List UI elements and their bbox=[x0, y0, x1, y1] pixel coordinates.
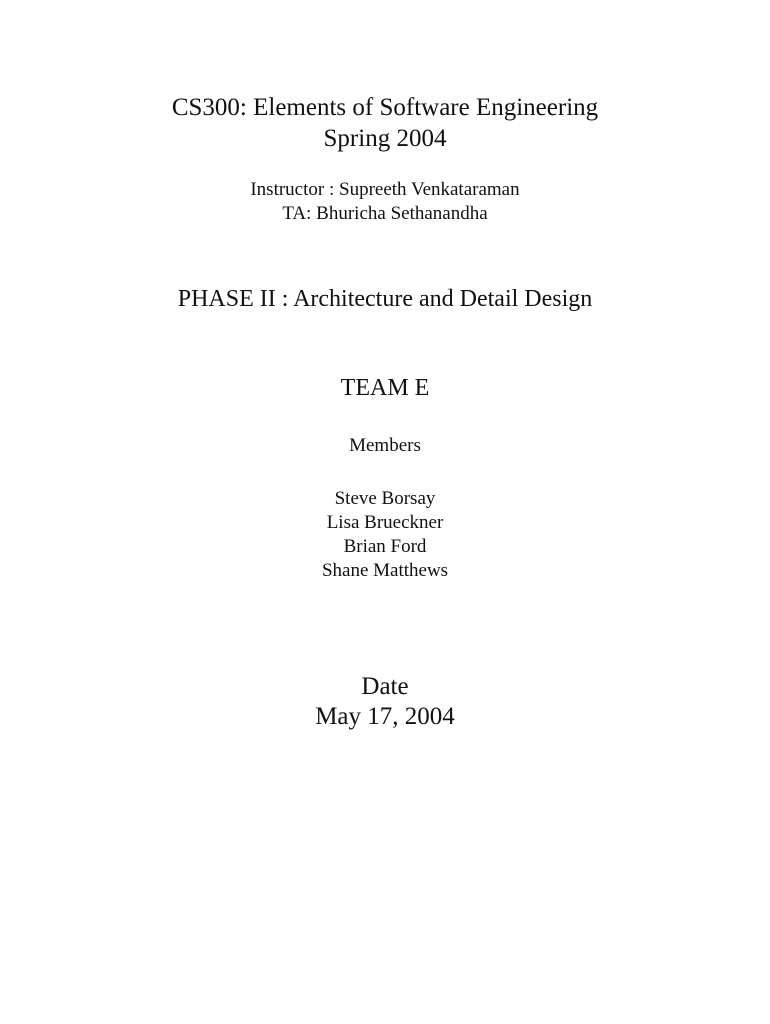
members-heading: Members bbox=[349, 435, 421, 456]
member-name: Brian Ford bbox=[343, 536, 427, 557]
member-name: Shane Matthews bbox=[321, 560, 449, 581]
date-value: May 17, 2004 bbox=[315, 703, 455, 730]
course-term: Spring 2004 bbox=[323, 125, 447, 152]
team-name: TEAM E bbox=[340, 375, 430, 401]
date-label: Date bbox=[361, 673, 409, 700]
course-title: CS300: Elements of Software Engineering bbox=[171, 94, 599, 121]
instructor-line: Instructor : Supreeth Venkataraman bbox=[250, 179, 520, 200]
member-name: Steve Borsay bbox=[334, 488, 436, 509]
member-name: Lisa Brueckner bbox=[326, 512, 444, 533]
ta-line: TA: Bhuricha Sethanandha bbox=[282, 203, 488, 224]
phase-title: PHASE II : Architecture and Detail Design bbox=[177, 286, 593, 312]
